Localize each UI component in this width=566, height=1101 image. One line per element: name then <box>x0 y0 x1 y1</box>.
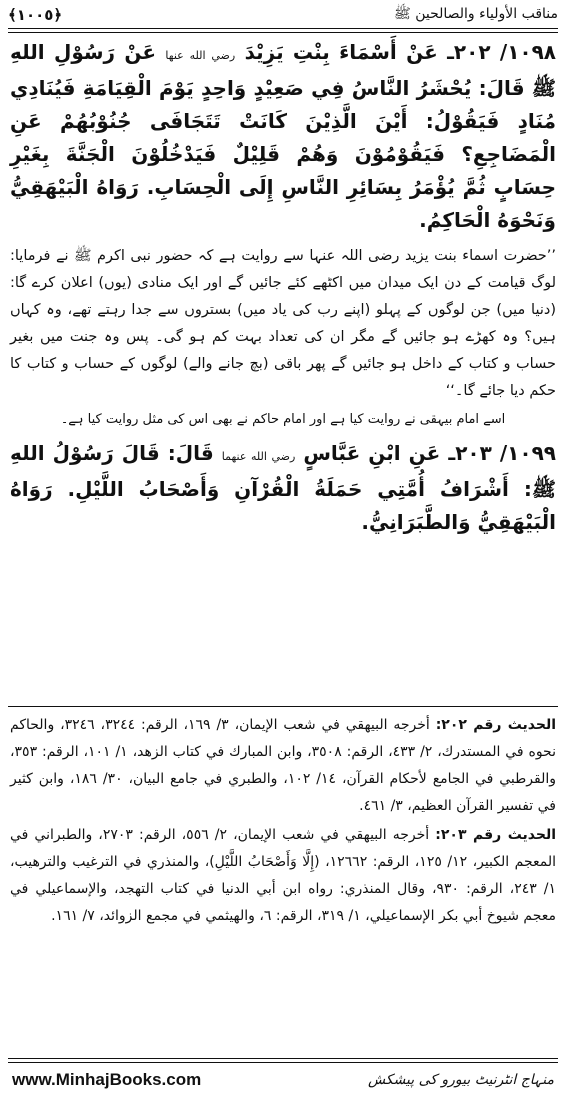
footer-rule <box>8 1058 558 1063</box>
header-rule <box>8 28 558 33</box>
page-footer <box>12 1066 554 1094</box>
book-title: مناقب الأولياء والصالحين ﷺ <box>393 6 558 22</box>
reference-lead: الحديث رقم ٢٠٢: <box>435 717 557 733</box>
reference-text: أخرجه البيهقي في شعب الإيمان، ٢/ ٥٥٦، الرقم: ٢٧٠٣، والطبراني في المعجم الكبير، ١٢/ ١٢٥، الرقم: ١٢٦٦٢، (إِلَّا وَأَصْحَابُ اللَّيْلِ)، والمنذري في الترغيب والترهيب، ١/ ٢٤٣، الرقم: ٩٣٠، وقال المنذري: رواه ابن أبي الدنيا في كتاب التهجد، والإسماعيلي في معجم شيوخ أبي بكر الإسماعيلي، ١/ ٣١٩، الرقم: ٦، والهيثمي في مجمع الزوائد، ٧/ ١٦١. <box>10 827 556 924</box>
hadith-2 <box>10 437 556 539</box>
main-content <box>10 36 556 539</box>
translation-1: ’’حضرت اسماء بنت یزید رضی اللہ عنہا سے روایت ہے کہ حضور نبی اکرم ﷺ نے فرمایا: لوگ قیامت کے دن ایک میدان میں اکٹھے کئے جائیں گے اور ایک منادی (یوں) اعلان کرے گا: (دنیا میں) جن لوگوں کے پہلو (اپنے رب کی یاد میں) بستروں سے جدا رہتے تھے، وہ کہاں ہیں؟ وہ کھڑے ہو جائیں گے مگر ان کی تعداد بہت کم ہو گی۔ پس وہ جنت میں بغیر حساب و کتاب کے داخل ہو جائیں گے پھر باقی (بچ جانے والے) لوگوں کے حساب و کتاب کا حکم دیا جائے گا۔‘‘ <box>10 248 556 399</box>
reference-item <box>10 822 556 930</box>
page-number: ﴾١٠٠٥﴿ <box>8 6 63 24</box>
reference-lead: الحديث رقم ٢٠٣: <box>435 827 557 843</box>
hadith-2-opening: ١٠٩٩/ ٢٠٣ـ عَنِ ابْنِ عَبَّاسٍ <box>303 441 556 465</box>
hadith-1-honorific: رضي الله عنها <box>165 49 236 62</box>
hadith-1-body: عَنْ رَسُوْلِ اللهِ ﷺ قَالَ: يُحْشَرُ النَّاسُ فِي صَعِيْدٍ وَاحِدٍ يَوْمَ الْقِيَامَةِ فَيُنَادِي مُنَادٍ فَيَقُوْلُ: أَيْنَ الَّذِيْنَ كَانَتْ تَتَجَافَى جُنُوْبُهُمْ عَنِ الْمَضَاجِعِ؟ فَيَقُوْمُوْنَ وَهُمْ قَلِيْلٌ فَيَدْخُلُوْنَ الْجَنَّةَ بِغَيْرِ حِسَابٍ ثُمَّ يُؤْمَرُ بِسَائِرِ النَّاسِ إِلَى الْحِسَابِ. رَوَاهُ الْبَيْهَقِيُّ وَنَحْوَهُ الْحَاكِمُ. <box>10 40 556 232</box>
hadith-2-honorific: رضي الله عنهما <box>221 450 296 463</box>
hadith-1 <box>10 36 556 237</box>
references <box>10 712 556 932</box>
reference-text: أخرجه البيهقي في شعب الإيمان، ٣/ ١٦٩، الرقم: ٣٢٤٤، ٣٢٤٦، والحاكم نحوه في المستدرك، ٢/ ٤٣٣، الرقم: ٣٥٠٨، وابن المبارك في كتاب الزهد، ١/ ١٠١، الرقم: ٣٥٣، والقرطبي في الجامع لأحكام القرآن، ١٤/ ١٠٢، والطبري في جامع البيان، ٣٠/ ١٨٦، وابن كثير في تفسير القرآن العظيم، ٣/ ٤٦١. <box>10 717 557 814</box>
reference-item <box>10 712 556 820</box>
hadith-1-opening: ١٠٩٨/ ٢٠٢ـ عَنْ أَسْمَاءَ بِنْتِ يَزِيْدَ <box>244 40 557 64</box>
narration-note-1: اسے امام بیہقی نے روایت کیا ہے اور امام حاکم نے بھی اس کی مثل روایت کیا ہے۔ <box>60 412 506 427</box>
footnote-separator <box>8 706 558 707</box>
hadith-2-body: قَالَ: قَالَ رَسُوْلُ اللهِ ﷺ: أَشْرَافُ أُمَّتِي حَمَلَةُ الْقُرْآنِ وَأَصْحَابُ اللَّيْلِ. رَوَاهُ الْبَيْهَقِيُّ وَالطَّبَرَانِيُّ. <box>10 441 556 534</box>
website-link[interactable]: www.MinhajBooks.com <box>12 1070 202 1089</box>
presented-by: منہاج انٹرنیٹ بیورو کی پیشکش <box>367 1072 554 1088</box>
page-header <box>8 4 558 26</box>
